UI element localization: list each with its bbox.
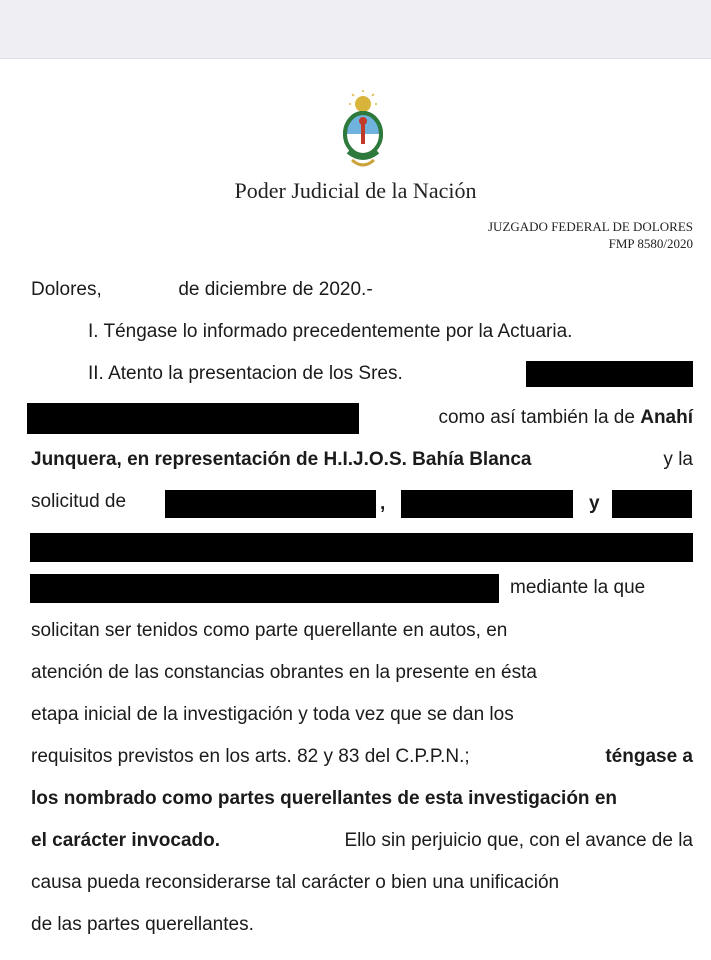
line-7-wrap bbox=[510, 575, 693, 601]
line-8: solicitan ser tenidos como parte querellante en autos, en bbox=[31, 620, 508, 641]
line-10: etapa inicial de la investigación y toda vez que se dan los bbox=[31, 704, 514, 725]
paragraph-ii-start: II. Atento la presentacion de los Sres. bbox=[88, 363, 403, 384]
line-14: causa pueda reconsiderarse tal carácter o bien una unificación bbox=[31, 872, 560, 893]
redaction-bar bbox=[401, 490, 573, 518]
paragraph-i: I. Téngase lo informado precedentemente por la Actuaria. bbox=[88, 321, 573, 342]
coat-of-arms-emblem bbox=[334, 90, 392, 172]
line-5-text: solicitud de bbox=[31, 491, 127, 512]
institution-title: Poder Judicial de la Nación bbox=[234, 178, 477, 203]
date-line bbox=[31, 277, 693, 303]
line-13: el carácter invocado. Ello sin perjuicio que, con el avance de la bbox=[31, 830, 693, 851]
line-3-text: como así también la de Anahí bbox=[438, 407, 693, 428]
line-15: de las partes querellantes. bbox=[31, 914, 254, 935]
redaction-bar bbox=[612, 490, 692, 518]
date-place: Dolores, bbox=[31, 279, 102, 300]
court-name: JUZGADO FEDERAL DE DOLORES bbox=[488, 219, 693, 234]
line-7-text: mediante la que bbox=[510, 577, 646, 598]
comma: , bbox=[380, 493, 386, 514]
redaction-bar bbox=[30, 574, 499, 603]
file-number: FMP 8580/2020 bbox=[608, 236, 693, 251]
redaction-bar bbox=[526, 361, 693, 387]
line-11: requisitos previstos en los arts. 82 y 83 del C.P.P.N.; téngase a bbox=[31, 746, 693, 767]
redaction-bar bbox=[165, 490, 376, 518]
redaction-bar bbox=[30, 533, 693, 562]
date-rest: de diciembre de 2020.- bbox=[178, 279, 373, 300]
line-4: Junquera, en representación de H.I.J.O.S. Bahía Blanca y la bbox=[31, 449, 693, 470]
app-top-bar bbox=[0, 0, 711, 59]
line-12: los nombrado como partes querellantes de esta investigación en bbox=[31, 788, 617, 809]
redaction-bar bbox=[27, 403, 359, 434]
court-header bbox=[488, 218, 693, 252]
and-word: y bbox=[589, 493, 600, 514]
line-9: atención de las constancias obrantes en la presente en ésta bbox=[31, 662, 537, 683]
